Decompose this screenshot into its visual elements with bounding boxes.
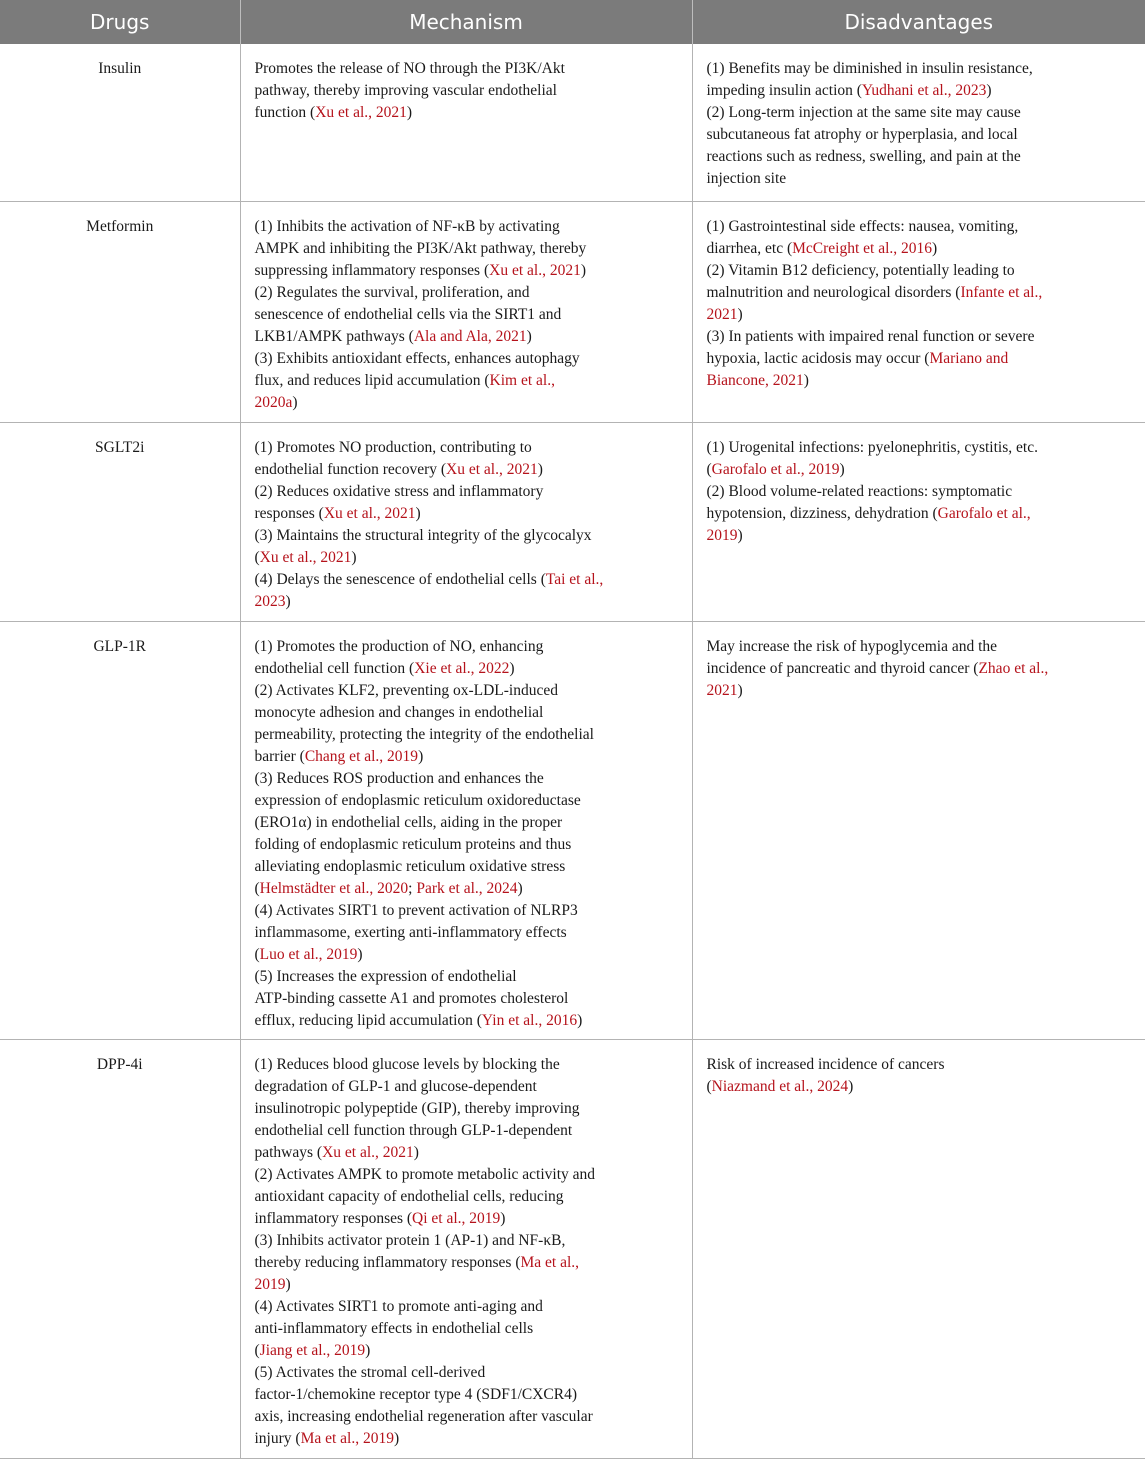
text-line [255, 768, 678, 790]
text-segment: ) [580, 261, 586, 279]
text-segment: (1) Benefits may be diminished in insulin resistance, [706, 60, 1033, 77]
text-line [255, 1274, 678, 1296]
text-line [255, 80, 678, 102]
text-segment: endothelial cell function ( [254, 659, 415, 677]
text-segment: ) [418, 747, 424, 765]
text-segment: ( [254, 945, 260, 963]
text-segment: expression of endoplasmic reticulum oxidoreductase [254, 791, 581, 809]
text-segment: (3) In patients with impaired renal function or severe [706, 327, 1035, 345]
text-segment: ) [517, 879, 523, 897]
mechanism-cell [240, 201, 692, 422]
citation-link[interactable]: 2023 [254, 592, 286, 610]
text-line [707, 525, 1132, 547]
header-disadvantages: Disadvantages [692, 0, 1145, 44]
text-segment: (5) Activates the stromal cell-derived [254, 1363, 486, 1381]
text-segment: AMPK and inhibiting the PI3K/Akt pathway, thereby [254, 239, 587, 257]
table-header [0, 0, 1145, 44]
text-segment: thereby reducing inflammatory responses ( [254, 1253, 521, 1271]
citation-link[interactable]: Xu et al., 2021 [322, 1143, 414, 1161]
drug-name-cell: SGLT2i [0, 422, 240, 621]
text-segment: (1) Promotes the production of NO, enhancing [254, 637, 544, 655]
text-line [707, 238, 1132, 260]
text-segment: Promotes the release of NO through the PI3K/Akt [254, 60, 565, 77]
text-line [255, 503, 678, 525]
text-segment: ) [365, 1341, 371, 1359]
text-segment: (2) Reduces oxidative stress and inflammatory [254, 482, 544, 500]
text-line [255, 1318, 678, 1340]
citation-link[interactable]: Ala and Ala, 2021 [413, 327, 527, 345]
table-row [0, 621, 1145, 1039]
text-line [255, 216, 678, 238]
text-line [255, 702, 678, 724]
text-segment: ) [285, 1275, 291, 1293]
text-line [255, 282, 678, 304]
text-line [707, 124, 1132, 146]
disadvantages-cell [692, 1039, 1145, 1458]
text-line [255, 591, 678, 613]
text-line [255, 525, 678, 547]
text-segment: (2) Blood volume-related reactions: symptomatic [706, 482, 1013, 500]
text-line [707, 481, 1132, 503]
text-segment: hypoxia, lactic acidosis may occur ( [706, 349, 930, 367]
text-segment: LKB1/AMPK pathways ( [254, 327, 414, 345]
text-line [255, 724, 678, 746]
text-segment: function ( [254, 104, 316, 121]
text-segment: ) [406, 104, 413, 121]
text-segment: permeability, protecting the integrity of the endothelial [254, 725, 594, 743]
text-segment: ; [408, 879, 417, 897]
text-line [707, 304, 1132, 326]
text-segment: (2) Activates AMPK to promote metabolic activity and [254, 1165, 596, 1183]
text-segment: ) [351, 548, 357, 566]
mechanism-cell [240, 422, 692, 621]
text-line [255, 1406, 678, 1428]
text-segment: monocyte adhesion and changes in endothelial [254, 703, 544, 721]
text-segment: (3) Reduces ROS production and enhances the [254, 769, 544, 787]
citation-link[interactable]: Zhao et al., [978, 659, 1049, 677]
citation-link[interactable]: Mariano and [929, 349, 1009, 367]
citation-link[interactable]: Park et al., 2024 [416, 879, 518, 897]
text-segment: ) [932, 239, 938, 257]
text-segment: responses ( [254, 504, 324, 522]
text-line [255, 1230, 678, 1252]
disadvantages-cell [692, 422, 1145, 621]
text-segment: ) [848, 1077, 854, 1095]
text-line [255, 988, 678, 1010]
text-line [707, 260, 1132, 282]
text-segment: ) [509, 659, 515, 677]
text-segment: ) [737, 305, 743, 323]
citation-link[interactable]: Garofalo et al., [937, 504, 1031, 522]
citation-link[interactable]: Garofalo et al., 2019 [711, 460, 840, 478]
text-line [255, 238, 678, 260]
text-line [255, 856, 678, 878]
text-segment: ( [254, 548, 260, 566]
text-segment: (3) Maintains the structural integrity of the glycocalyx [254, 526, 592, 544]
text-segment: antioxidant capacity of endothelial cells, reducing [254, 1187, 564, 1205]
text-line [707, 503, 1132, 525]
text-line [707, 636, 1132, 658]
text-line [255, 304, 678, 326]
text-segment: ) [285, 592, 291, 610]
text-line [255, 1054, 678, 1076]
text-line [707, 348, 1132, 370]
text-segment: diarrhea, etc ( [706, 239, 793, 257]
text-segment: ) [737, 681, 743, 699]
text-segment: ) [526, 327, 532, 345]
citation-link[interactable]: Tai et al., [545, 570, 604, 588]
text-line [255, 370, 678, 392]
drug-name-cell: Insulin [0, 44, 240, 201]
text-segment: (1) Promotes NO production, contributing to [254, 438, 532, 456]
text-line [255, 966, 678, 988]
text-segment: (4) Delays the senescence of endothelial cells ( [254, 570, 546, 588]
citation-link[interactable]: Yudhani et al., 2023 [861, 82, 987, 99]
disadvantages-cell [692, 44, 1145, 201]
citation-link[interactable]: Xu et al., 2021 [489, 261, 581, 279]
text-segment: Risk of increased incidence of cancers [706, 1055, 945, 1073]
text-line [255, 1428, 678, 1450]
text-segment: injury ( [254, 1429, 301, 1447]
text-segment: (ERO1α) in endothelial cells, aiding in the proper [254, 813, 563, 831]
text-segment: anti-inflammatory effects in endothelial cells [254, 1319, 534, 1337]
citation-link[interactable]: 2021 [706, 681, 738, 699]
text-segment: ) [357, 945, 363, 963]
text-line [707, 680, 1132, 702]
text-segment: (4) Activates SIRT1 to prevent activation of NLRP3 [254, 901, 578, 919]
text-line [255, 348, 678, 370]
text-segment: barrier ( [254, 747, 305, 765]
text-segment: malnutrition and neurological disorders ( [706, 283, 961, 301]
text-line [707, 1054, 1132, 1076]
text-segment: (1) Reduces blood glucose levels by blocking the [254, 1055, 560, 1073]
text-line [707, 58, 1132, 80]
text-line [255, 260, 678, 282]
text-line [255, 1076, 678, 1098]
mechanism-cell [240, 1039, 692, 1458]
text-line [255, 547, 678, 569]
text-segment: insulinotropic polypeptide (GIP), thereby improving [254, 1099, 580, 1117]
citation-link[interactable]: Infante et al., [960, 283, 1043, 301]
text-segment: (5) Increases the expression of endothelial [254, 967, 517, 985]
text-segment: (2) Activates KLF2, preventing ox-LDL-induced [254, 681, 558, 699]
text-line [255, 1186, 678, 1208]
citation-link[interactable]: Helmstädter et al., 2020 [259, 879, 409, 897]
drug-name-cell: DPP-4i [0, 1039, 240, 1458]
citation-link[interactable]: Yin et al., 2016 [481, 1011, 578, 1029]
text-segment: flux, and reduces lipid accumulation ( [254, 371, 490, 389]
citation-link[interactable]: Biancone, 2021 [706, 371, 804, 389]
text-segment: folding of endoplasmic reticulum proteins and thus [254, 835, 572, 853]
text-segment: reactions such as redness, swelling, and pain at the [706, 148, 1021, 165]
text-segment: hypotension, dizziness, dehydration ( [706, 504, 938, 522]
text-segment: injection site [706, 170, 787, 187]
text-segment: (1) Gastrointestinal side effects: nausea, vomiting, [706, 217, 1019, 235]
citation-link[interactable]: 2020a [254, 393, 293, 411]
text-segment: impeding insulin action ( [706, 82, 862, 99]
text-segment: pathways ( [254, 1143, 323, 1161]
text-line [255, 1164, 678, 1186]
text-line [255, 1296, 678, 1318]
text-segment: ) [292, 393, 298, 411]
text-segment: ( [254, 1341, 260, 1359]
text-segment: ATP-binding cassette A1 and promotes cholesterol [254, 989, 569, 1007]
citation-link[interactable]: Luo et al., 2019 [259, 945, 358, 963]
text-line [255, 1384, 678, 1406]
text-segment: endothelial cell function through GLP-1-dependent [254, 1121, 573, 1139]
mechanism-cell [240, 44, 692, 201]
text-line [255, 1010, 678, 1032]
disadvantages-cell [692, 621, 1145, 1039]
text-line [255, 459, 678, 481]
text-segment: inflammatory responses ( [254, 1209, 413, 1227]
table-row [0, 201, 1145, 422]
text-segment: (2) Long-term injection at the same site may cause [706, 104, 1021, 121]
text-line [255, 437, 678, 459]
text-line [707, 102, 1132, 124]
text-segment: (4) Activates SIRT1 to promote anti-aging and [254, 1297, 543, 1315]
text-segment: ) [839, 460, 845, 478]
text-segment: factor-1/chemokine receptor type 4 (SDF1/CXCR4) [254, 1385, 578, 1403]
text-segment: degradation of GLP-1 and glucose-dependent [254, 1077, 537, 1095]
citation-link[interactable]: Chang et al., 2019 [304, 747, 419, 765]
text-line [255, 569, 678, 591]
text-line [255, 746, 678, 768]
drug-name-cell: Metformin [0, 201, 240, 422]
text-line [255, 680, 678, 702]
table-row [0, 422, 1145, 621]
text-line [707, 146, 1132, 168]
citation-link[interactable]: Xu et al., 2021 [315, 104, 407, 121]
header-mechanism: Mechanism [240, 0, 692, 44]
table-body [0, 44, 1145, 1458]
text-line [255, 1340, 678, 1362]
text-line [255, 326, 678, 348]
text-line [707, 658, 1132, 680]
citation-link[interactable]: 2021 [706, 305, 738, 323]
text-segment: ) [413, 1143, 419, 1161]
citation-link[interactable]: Qi et al., 2019 [412, 1209, 501, 1227]
text-line [707, 216, 1132, 238]
header-drugs: Drugs [0, 0, 240, 44]
text-line [255, 878, 678, 900]
text-segment: ( [706, 1077, 712, 1095]
text-line [255, 834, 678, 856]
text-segment: suppressing inflammatory responses ( [254, 261, 490, 279]
text-segment: efflux, reducing lipid accumulation ( [254, 1011, 482, 1029]
text-segment: ) [537, 460, 543, 478]
text-line [255, 790, 678, 812]
citation-link[interactable]: Ma et al., 2019 [300, 1429, 394, 1447]
citation-link[interactable]: Xu et al., 2021 [323, 504, 416, 522]
table-row [0, 1039, 1145, 1458]
text-segment: ) [737, 526, 743, 544]
text-segment: (3) Inhibits activator protein 1 (AP-1) and NF-κB, [254, 1231, 566, 1249]
text-segment: ) [986, 82, 992, 99]
text-segment: senescence of endothelial cells via the SIRT1 and [254, 305, 562, 323]
text-line [255, 900, 678, 922]
text-segment: ) [803, 371, 809, 389]
table-row [0, 44, 1145, 201]
text-segment: (2) Regulates the survival, proliferation, and [254, 283, 530, 301]
text-segment: ( [254, 879, 260, 897]
text-line [255, 944, 678, 966]
text-line [255, 58, 678, 80]
text-segment: ) [393, 1429, 400, 1447]
citation-link[interactable]: Xie et al., 2022 [414, 659, 510, 677]
text-segment: endothelial function recovery ( [254, 460, 447, 478]
citation-link[interactable]: Xu et al., 2021 [446, 460, 538, 478]
citation-link[interactable]: Jiang et al., 2019 [259, 1341, 366, 1359]
citation-link[interactable]: McCreight et al., 2016 [792, 239, 933, 257]
text-line [707, 80, 1132, 102]
disadvantages-cell [692, 201, 1145, 422]
text-segment: (2) Vitamin B12 deficiency, potentially leading to [706, 261, 1015, 279]
drug-name-cell: GLP-1R [0, 621, 240, 1039]
text-line [707, 168, 1132, 190]
text-line [707, 370, 1132, 392]
text-line [255, 1142, 678, 1164]
text-line [707, 437, 1132, 459]
text-segment: incidence of pancreatic and thyroid cancer ( [706, 659, 979, 677]
header-row [0, 0, 1145, 44]
text-line [255, 1098, 678, 1120]
text-line [707, 459, 1132, 481]
text-line [707, 1076, 1132, 1098]
citation-link[interactable]: 2019 [706, 526, 738, 544]
text-line [255, 1208, 678, 1230]
citation-link[interactable]: Niazmand et al., 2024 [711, 1077, 849, 1095]
text-segment: May increase the risk of hypoglycemia and the [706, 637, 998, 655]
text-line [255, 1252, 678, 1274]
text-segment: ) [415, 504, 421, 522]
text-segment: pathway, thereby improving vascular endothelial [254, 82, 557, 99]
citation-link[interactable]: 2019 [254, 1275, 286, 1293]
text-segment: (1) Inhibits the activation of NF-κB by activating [254, 217, 560, 235]
text-segment: (3) Exhibits antioxidant effects, enhances autophagy [254, 349, 580, 367]
text-line [707, 326, 1132, 348]
text-segment: alleviating endoplasmic reticulum oxidative stress [254, 857, 566, 875]
text-line [255, 658, 678, 680]
citation-link[interactable]: Xu et al., 2021 [259, 548, 352, 566]
text-segment: ) [500, 1209, 506, 1227]
text-segment: ( [706, 460, 712, 478]
text-line [255, 1120, 678, 1142]
text-line [255, 481, 678, 503]
citation-link[interactable]: Ma et al., [520, 1253, 580, 1271]
text-segment: subcutaneous fat atrophy or hyperplasia, and local [706, 126, 1018, 143]
text-line [707, 282, 1132, 304]
text-segment: ) [577, 1011, 583, 1029]
text-segment: (1) Urogenital infections: pyelonephritis, cystitis, etc. [706, 438, 1038, 456]
text-segment: axis, increasing endothelial regeneration after vascular [254, 1407, 593, 1425]
text-line [255, 812, 678, 834]
text-segment: inflammasome, exerting anti-inflammatory effects [254, 923, 567, 941]
text-line [255, 1362, 678, 1384]
text-line [255, 392, 678, 414]
text-line [255, 636, 678, 658]
text-line [255, 102, 678, 124]
citation-link[interactable]: Kim et al., [489, 371, 555, 389]
text-line [255, 922, 678, 944]
mechanism-cell [240, 621, 692, 1039]
